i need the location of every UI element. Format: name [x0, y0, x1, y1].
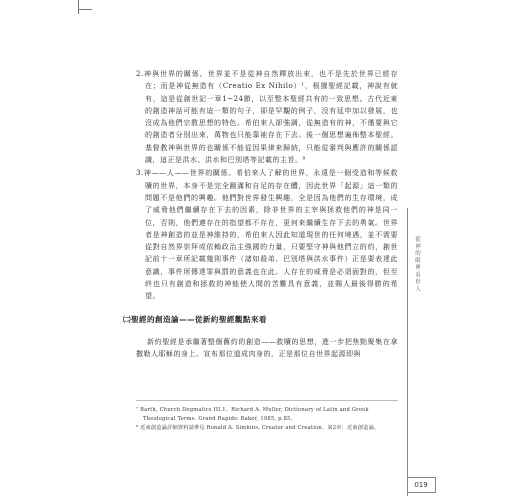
footnote-separator	[136, 400, 398, 401]
running-title: 從神的眼裡看世人	[414, 236, 420, 293]
paragraph-3: 3.神——人——世界的關係。希伯來人了解的世界，永遠是一個受造和等候救贖的世界，本身不是完全圓滿和自足的存在體，因此世界「起源」這一類的問題不是他們的興趣。他們對世界發生興趣，全是因為他們的生存環境，成了威脅他們繼續存在下去的因素，除非世界的主宰與拯救他們的神是同一位，否則，他們連存在的指望都不存在，更何來繼續生存下去的勇氣。世界者是神創造的並是神維持的，希伯來人因此知道現世的任何境遇，並不需要從對自然界崇拜或依賴政治主強國的力量，只要堅守神與他們立的約，創世記前十一章所記載幾則事件（諸如殺弟、巴別塔與洪水事件）正是要表達此意識，事件所傳達罪與罰的意義也在此。人存在的威脅是必須面對的，但至終也只有創造和拯救的神能使人間的苦難具有意義，並賜人最後得勝的希望。	[136, 169, 398, 301]
crop-mark-horizontal	[78, 9, 92, 10]
crop-mark-vertical	[78, 0, 79, 14]
paragraph-2: 2.神與世界的關係。世界並不是從神自然釋放出來，也不是先於世界已經存在；而是神從無造有（Creatio Ex Nihilo）¹，根據聖經記載，神說有就有，這是從創世記一章1~24節，以至整本聖經共有的一致思想。古代近東的創造神話可能有這一類的句子，卻是罕覯的例子，沒有延申加以發展，也沒成為他們宗教思想的特色。希伯來人卻強調，從無造有的神，不僅要與它的創造者分別出來，萬物也只能靠祂存在下去。後一個思想遍佈整本聖經。基督教神與世界的也關係不能從因果律來歸納，只能從審判與應許的關係認識，這正是洪水、洪水和巴別塔等記載的主旨。⁸	[136, 70, 398, 165]
section-paragraph: 新約聖經是承繼著整個舊約的創造——救贖的思想，進一步把焦點聚集在拿撒勒人耶穌的身上。宣布那位道成肉身的，正是那位自世界起源即與	[136, 337, 398, 359]
footnote-7: ⁷ Barth, Church Dogmatics III.1。Richard A. Muller, Dictionary of Latin and Greek Theological Terms. Grand Rapids: Baker, 1985, p.85。	[136, 407, 369, 422]
margin-rule	[407, 208, 408, 496]
section-heading: ㈡聖經的創造論——從新約聖經觀點來看	[123, 314, 267, 324]
page-number: 019	[407, 477, 436, 493]
footnote-8: ⁸ 近東創造論詳細資料請參見 Ronald A. Simkins, Creator and Creation。第2章：近東創造論。	[136, 425, 380, 432]
main-text	[123, 68, 398, 361]
footnotes	[136, 406, 398, 434]
